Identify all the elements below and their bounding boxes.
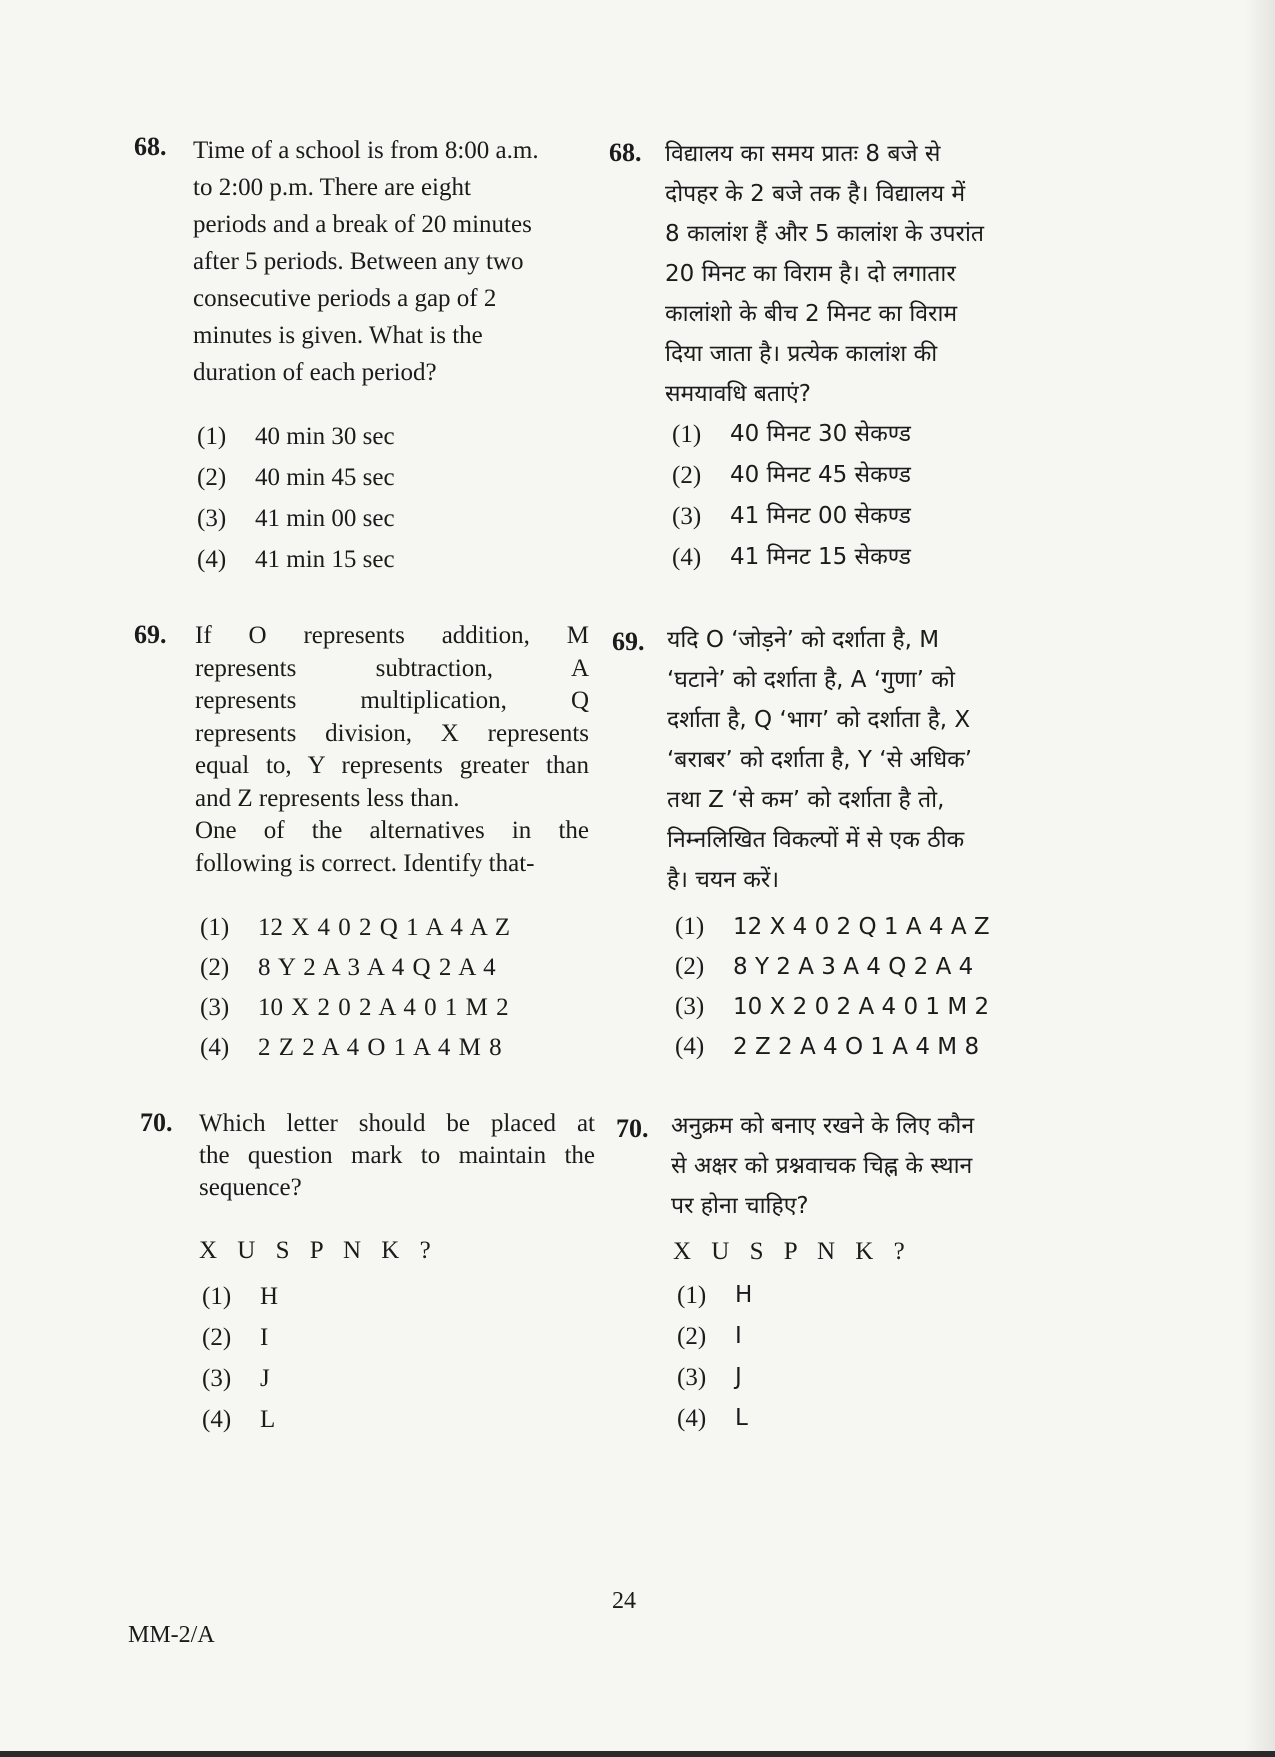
scan-border [0,1751,1275,1757]
stem-line: 20 मिनट का विराम है। दो लगातार [665,261,956,287]
answer-option[interactable]: (3) J [677,1364,742,1391]
stem-line: represents multiplication, Q [195,687,589,714]
stem-line: sequence? [199,1174,302,1201]
page-edge-shadow [1245,0,1275,1757]
question-68-hindi [609,134,1059,574]
answer-option[interactable]: (2) 40 min 45 sec [197,464,395,491]
answer-options [672,414,911,578]
stem-line: विद्यालय का समय प्रातः 8 बजे से [665,141,941,167]
question-number: 69. [134,620,167,649]
answer-option[interactable]: (3) 10 X 2 0 2 A 4 0 1 M 2 [675,993,990,1020]
answer-option[interactable]: (4) 41 मिनट 15 सेकण्ड [672,544,911,571]
letter-sequence: X U S P N K ? [199,1237,431,1264]
question-stem [671,1106,1066,1226]
answer-option[interactable]: (2) I [202,1324,269,1351]
answer-option[interactable]: (1) H [677,1282,753,1309]
stem-line: दिया जाता है। प्रत्येक कालांश की [665,341,938,367]
stem-line: following is correct. Identify that- [195,849,535,877]
stem-line: Which letter should be placed at [199,1110,595,1137]
question-stem [193,132,589,391]
answer-option[interactable]: (3) 41 min 00 sec [197,505,395,532]
stem-line: the question mark to maintain the [199,1142,595,1169]
stem-line: and Z represents less than. [195,784,460,812]
answer-option[interactable]: (4) L [677,1405,748,1432]
question-69-english [134,620,589,1070]
stem-line: दोपहर के 2 बजे तक है। विद्यालय में [665,181,966,207]
stem-line: duration of each period? [193,359,437,386]
answer-options [202,1276,278,1440]
answer-option[interactable]: (1) 40 मिनट 30 सेकण्ड [672,421,911,448]
answer-option[interactable]: (2) 8 Y 2 A 3 A 4 Q 2 A 4 [675,953,974,980]
stem-line: If O represents addition, M [195,622,589,649]
stem-line: ‘घटाने’ को दर्शाता है, A ‘गुणा’ को [667,667,955,693]
stem-line: 8 कालांश हैं और 5 कालांश के उपरांत [665,221,985,247]
stem-line: ‘बराबर’ को दर्शाता है, Y ‘से अधिक’ [667,747,973,773]
question-70-english [140,1108,595,1448]
question-number: 70. [616,1114,649,1143]
question-number: 68. [134,132,167,161]
question-stem [195,620,589,880]
answer-option[interactable]: (2) I [677,1323,742,1350]
question-number: 70. [140,1108,173,1137]
stem-line: One of the alternatives in the [195,817,589,844]
answer-options [677,1275,752,1439]
stem-line: कालांशो के बीच 2 मिनट का विराम [665,301,958,327]
question-68-english [134,132,589,572]
booklet-code: MM-2/A [128,1622,215,1648]
answer-option[interactable]: (4) 2 Z 2 A 4 O 1 A 4 M 8 [200,1034,502,1061]
question-stem [665,134,1059,414]
answer-option[interactable]: (4) L [202,1406,276,1433]
answer-options [200,908,510,1068]
answer-option[interactable]: (1) H [202,1283,279,1310]
answer-option[interactable]: (4) 41 min 15 sec [197,546,395,573]
answer-option[interactable]: (3) 41 मिनट 00 सेकण्ड [672,503,911,530]
stem-line: minutes is given. What is the [193,322,483,349]
answer-option[interactable]: (2) 40 मिनट 45 सेकण्ड [672,462,911,489]
stem-line: समयावधि बताएं? [665,381,811,407]
answer-options [675,907,990,1067]
stem-line: represents subtraction, A [195,654,589,682]
answer-option[interactable]: (1) 12 X 4 0 2 Q 1 A 4 A Z [675,913,990,940]
stem-line: तथा Z ‘से कम’ को दर्शाता है तो, [667,787,945,813]
answer-option[interactable]: (3) 10 X 2 0 2 A 4 0 1 M 2 [200,994,509,1021]
answer-option[interactable]: (2) 8 Y 2 A 3 A 4 Q 2 A 4 [200,954,496,981]
question-stem [667,620,1062,900]
answer-option[interactable]: (4) 2 Z 2 A 4 O 1 A 4 M 8 [675,1033,980,1060]
question-stem [199,1108,595,1204]
question-70-hindi [616,1106,1066,1446]
stem-line: से अक्षर को प्रश्नवाचक चिह्न के स्थान [671,1153,973,1179]
letter-sequence: X U S P N K ? [673,1238,905,1265]
stem-line: यदि O ‘जोड़ने’ को दर्शाता है, M [667,627,940,653]
stem-line: Time of a school is from 8:00 a.m. [193,137,539,164]
stem-line: represents division, X represents [195,719,589,747]
answer-options [197,416,395,580]
stem-line: पर होना चाहिए? [671,1193,809,1219]
question-number: 68. [609,138,642,167]
stem-line: equal to, Y represents greater than [195,752,589,779]
stem-line: दर्शाता है, Q ‘भाग’ को दर्शाता है, X [667,707,971,733]
stem-line: to 2:00 p.m. There are eight [193,174,471,201]
stem-line: after 5 periods. Between any two [193,248,524,275]
question-69-hindi [612,620,1062,1070]
question-number: 69. [612,627,645,656]
answer-option[interactable]: (3) J [202,1365,270,1392]
answer-option[interactable]: (1) 12 X 4 0 2 Q 1 A 4 A Z [200,914,510,941]
stem-line: periods and a break of 20 minutes [193,211,532,238]
page-number: 24 [612,1588,636,1614]
stem-line: है। चयन करें। [667,867,780,893]
answer-option[interactable]: (1) 40 min 30 sec [197,423,395,450]
stem-line: consecutive periods a gap of 2 [193,285,497,312]
stem-line: अनुक्रम को बनाए रखने के लिए कौन [671,1113,975,1139]
stem-line: निम्नलिखित विकल्पों में से एक ठीक [667,827,965,853]
